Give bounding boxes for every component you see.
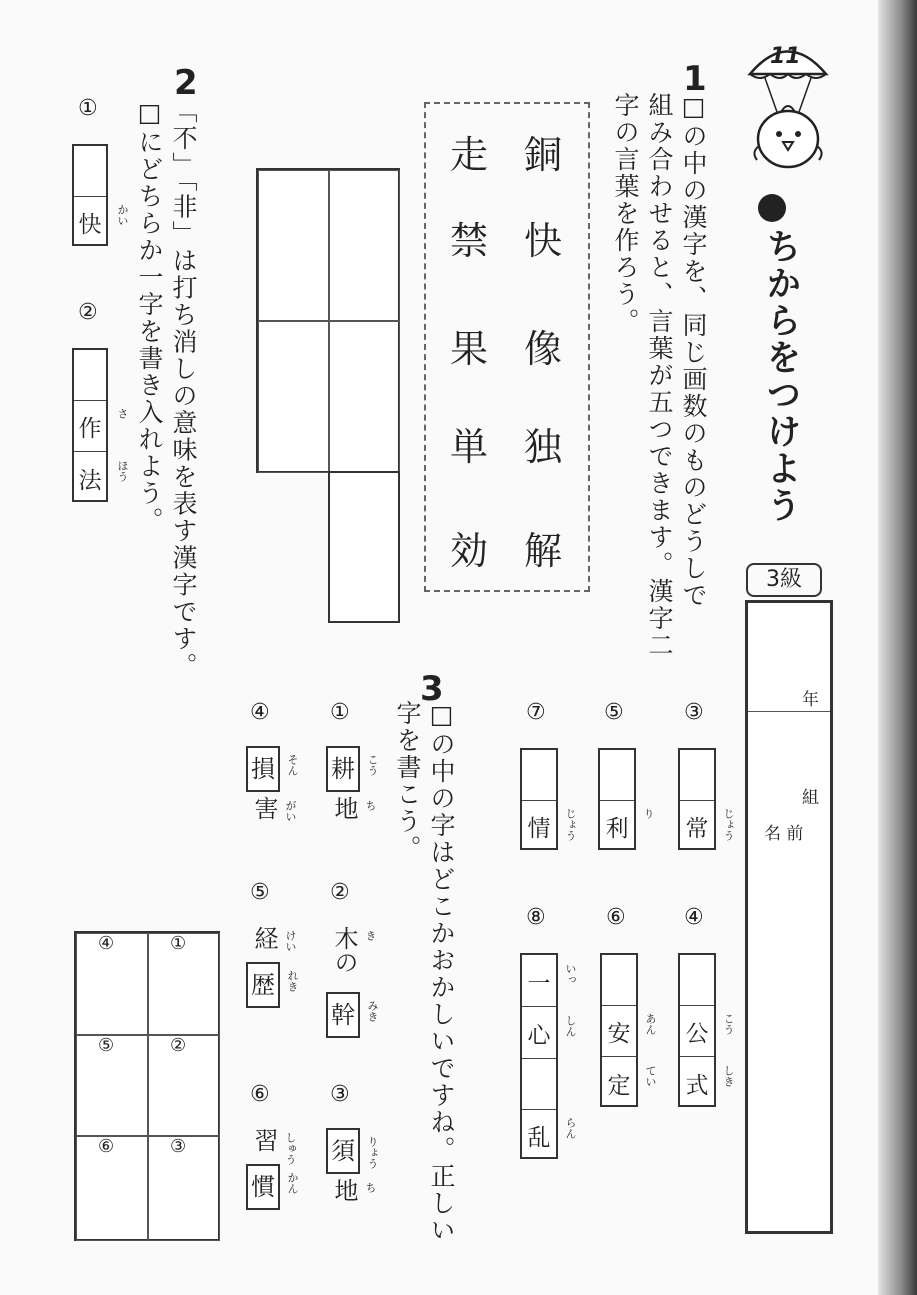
q2-reading: あん <box>644 1013 657 1035</box>
kanji-bank-char: 単 <box>449 425 488 469</box>
q2-item-number: ③ <box>684 700 704 725</box>
q2-kanji: 公 <box>685 1021 709 1047</box>
q3-plain-reading: がい <box>284 800 297 822</box>
q3-plain-kanji: 習 <box>250 1128 278 1152</box>
q3-plain-reading: けい <box>284 930 297 952</box>
q3-grid-label: ⑤ <box>98 1035 115 1056</box>
q2-number: 2 <box>174 63 198 103</box>
q2-kanji: 利 <box>605 816 629 842</box>
q2-reading: こう <box>722 1013 735 1035</box>
q2-divider <box>602 1056 636 1057</box>
q3-grid-label: ⑥ <box>98 1136 115 1157</box>
kanji-bank-char: 像 <box>523 327 562 371</box>
q3-boxed-kanji[interactable]: 須 <box>326 1128 360 1174</box>
q2-kanji: 作 <box>78 416 102 442</box>
name-label: 名 前 <box>764 824 804 844</box>
q2-kanji: 情 <box>527 816 551 842</box>
q3-plain-kanji: 地 <box>330 1178 358 1202</box>
q2-reading: ほう <box>116 460 129 482</box>
q2-answer-blank[interactable] <box>602 955 636 1006</box>
q3-boxed-reading: れき <box>286 970 299 992</box>
q2-reading: しん <box>564 1015 577 1037</box>
q2-kanji: 常 <box>685 816 709 842</box>
q3-plain-kanji: 害 <box>250 796 278 820</box>
book-spine-edge <box>878 0 917 1295</box>
q3-item-number: ⑤ <box>250 880 270 905</box>
q3-item-number: ② <box>330 880 350 905</box>
q3-plain-kanji: 地 <box>330 796 358 820</box>
q2-reading: り <box>642 808 655 819</box>
q2-item-box <box>520 748 558 850</box>
q2-item-number: ② <box>78 300 98 325</box>
q2-answer-blank[interactable] <box>680 750 714 801</box>
kanji-bank-char: 快 <box>523 219 562 263</box>
q3-item-number: ① <box>330 700 350 725</box>
kanji-bank-char: 解 <box>523 529 562 573</box>
q2-kanji: 法 <box>78 468 102 494</box>
q2-answer-blank[interactable] <box>522 750 556 801</box>
q3-grid-label: ④ <box>98 933 115 954</box>
q2-item-box <box>72 348 108 502</box>
q3-plain-reading: しゅう <box>284 1132 297 1165</box>
q2-item-number: ⑤ <box>604 700 624 725</box>
name-box <box>745 600 833 1234</box>
kanji-bank-char: 独 <box>523 425 562 469</box>
q3-boxed-kanji[interactable]: 慣 <box>246 1164 280 1210</box>
q1-answer-grid-extra[interactable] <box>328 471 400 623</box>
q2-reading: らん <box>564 1117 577 1139</box>
q2-item-number: ⑦ <box>526 700 546 725</box>
q3-answer-grid[interactable] <box>74 931 220 1241</box>
q3-boxed-kanji[interactable]: 損 <box>246 746 280 792</box>
kanji-bank-char: 効 <box>449 529 488 573</box>
q2-answer-blank[interactable] <box>74 350 106 401</box>
q2-reading: てい <box>644 1065 657 1087</box>
q3-boxed-kanji[interactable]: 幹 <box>326 992 360 1038</box>
q2-kanji: 定 <box>607 1073 631 1099</box>
q2-divider <box>680 1056 714 1057</box>
q2-reading: じょう <box>564 808 577 841</box>
q3-boxed-reading: そん <box>286 754 299 776</box>
q2-answer-blank[interactable] <box>522 1059 556 1110</box>
q3-boxed-kanji[interactable]: 歴 <box>246 962 280 1008</box>
q2-divider <box>522 1006 556 1007</box>
q1-answer-grid[interactable] <box>256 168 400 473</box>
q3-item-number: ④ <box>250 700 270 725</box>
q2-item-number: ④ <box>684 905 704 930</box>
q2-item-box <box>678 748 716 850</box>
q2-kanji: 式 <box>685 1073 709 1099</box>
grade-badge: 3級 <box>746 563 822 597</box>
q1-number: 1 <box>683 59 707 99</box>
page-title: ちからをつけよう <box>761 228 801 524</box>
q3-boxed-kanji[interactable]: 耕 <box>326 746 360 792</box>
q1-instruction: □の中の漢字を、同じ画数のものどうしで 組み合わせると、言葉が五つできます。漢字二 字の言葉を作ろう。 <box>611 92 708 659</box>
q3-plain-kanji: 経 <box>250 926 278 950</box>
q2-reading: さ <box>116 408 129 419</box>
q2-divider <box>74 451 106 452</box>
name-write-area[interactable] <box>748 833 830 1223</box>
q3-boxed-reading: みき <box>366 1000 379 1022</box>
q2-kanji: 安 <box>607 1021 631 1047</box>
q2-reading: いっ <box>564 963 577 985</box>
q3-plain-reading: ち <box>364 1182 377 1193</box>
q2-answer-blank[interactable] <box>74 146 106 197</box>
class-label: 組 <box>802 788 819 808</box>
bullet-icon <box>758 194 786 222</box>
q3-plain-reading: ち <box>364 800 377 811</box>
q2-answer-blank[interactable] <box>600 750 634 801</box>
kanji-bank-char: 銅 <box>523 133 562 177</box>
q2-kanji: 乱 <box>527 1125 551 1151</box>
q3-boxed-reading: こう <box>366 754 379 776</box>
kanji-bank-char: 禁 <box>449 219 488 263</box>
q3-number: 3 <box>420 669 444 709</box>
q2-reading: じょう <box>722 808 735 841</box>
q3-grid-label: ③ <box>170 1136 187 1157</box>
q3-instruction: □の中の字はどこかおかしいですね。正しい 字を書こう。 <box>393 700 456 1244</box>
kanji-bank-char: 果 <box>449 327 488 371</box>
q2-answer-blank[interactable] <box>680 955 714 1006</box>
kanji-bank-char: 走 <box>449 133 488 177</box>
q3-boxed-reading: りょう <box>366 1136 379 1169</box>
q2-item-box <box>678 953 716 1107</box>
q2-kanji: 快 <box>78 212 102 238</box>
q2-item-number: ① <box>78 96 98 121</box>
q3-plain-kanji: 木の <box>330 926 358 974</box>
q3-item-number: ⑥ <box>250 1082 270 1107</box>
q2-instruction: 「不」「非」は打ち消しの意味を表す漢字です。 □にどちらか一字を書き入れよう。 <box>135 98 198 680</box>
q2-kanji: 一 <box>527 971 551 997</box>
q2-item-box <box>598 748 636 850</box>
q3-item-number: ③ <box>330 1082 350 1107</box>
q2-item-box <box>72 144 108 246</box>
year-label: 年 <box>802 690 819 710</box>
q2-reading: かい <box>116 204 129 226</box>
page-number: 11 <box>770 44 801 69</box>
q3-grid-label: ① <box>170 933 187 954</box>
q3-grid-label: ② <box>170 1035 187 1056</box>
q2-reading: しき <box>722 1065 735 1087</box>
q2-item-number: ⑥ <box>606 905 626 930</box>
q2-item-number: ⑧ <box>526 905 546 930</box>
q3-boxed-reading: かん <box>286 1172 299 1194</box>
q3-plain-reading: き <box>364 930 377 941</box>
q2-item-box <box>520 953 558 1159</box>
q2-item-box <box>600 953 638 1107</box>
q2-kanji: 心 <box>527 1023 551 1049</box>
